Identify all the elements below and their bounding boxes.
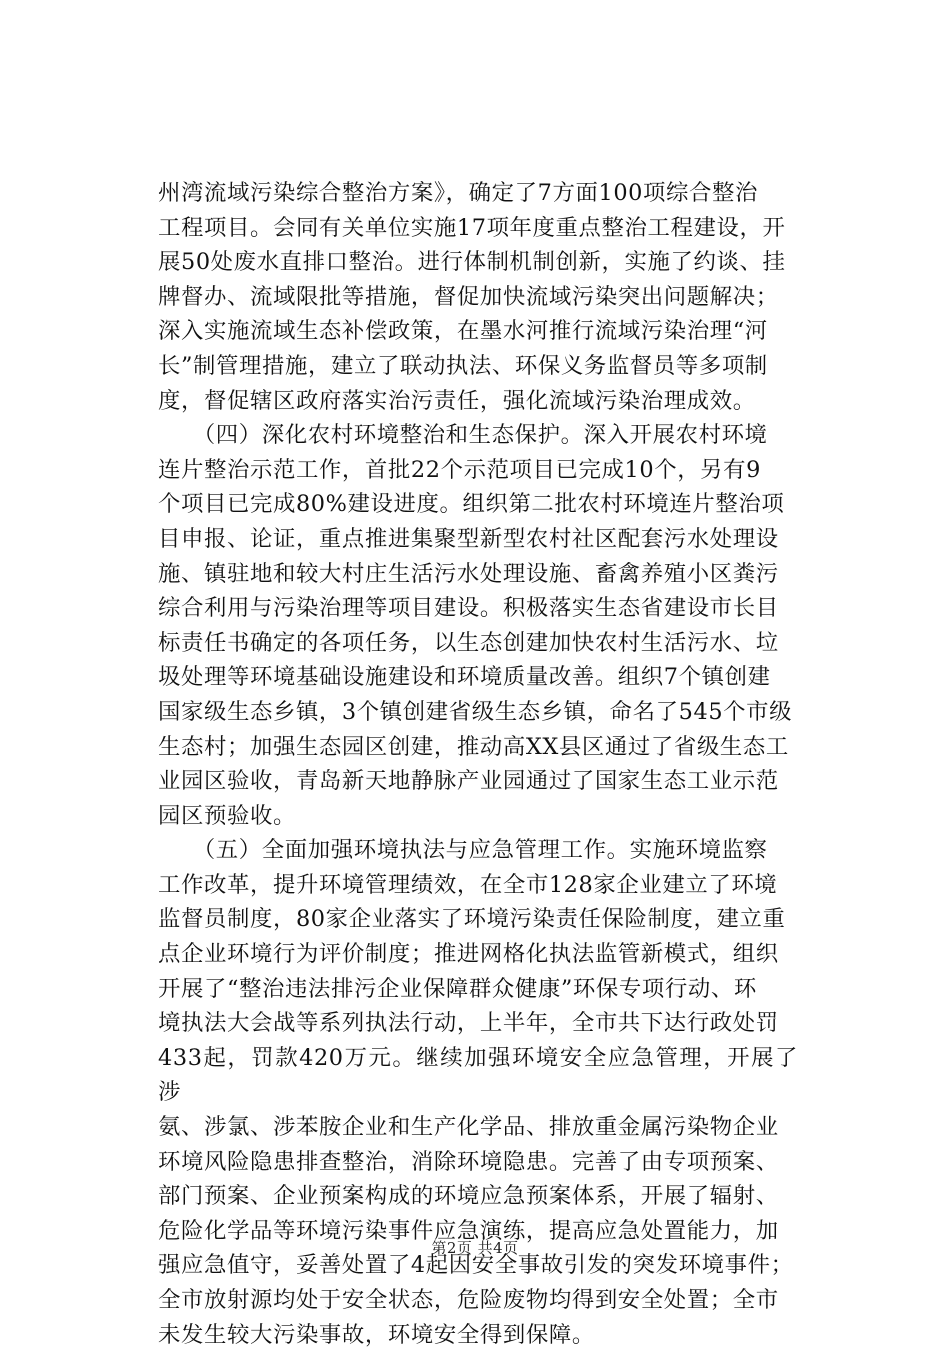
document-body	[158, 176, 798, 1352]
page-number-footer: 第2页 共4页	[431, 1239, 519, 1257]
paragraph-rural-environment: （四）深化农村环境整治和生态保护。深入开展农村环境 连片整治示范工作，首批22个示范项目已完成10个，另有9 个项目已完成80%建设进度。组织第二批农村环境连片整治项 目申报、论证，重点推进集聚型新型农村社区配套污水处理设 施、镇驻地和较大村庄生活污水处理设施、畜禽养殖小区粪污 综合利用与污染治理等项目建设。积极落实生态省建设市长目 标责任书确定的各项任务，以生态创建加快农村生活污水、垃 圾处理等环境基础设施建设和环境质量改善。组织7个镇创建 国家级生态乡镇，3个镇创建省级生态乡镇，命名了545个市级 生态村；加强生态园区创建，推动高XX县区通过了省级生态工 业园区验收，青岛新天地静脉产业园通过了国家生态工业示范 园区预验收。	[158, 422, 793, 829]
paragraph-river-basin: 州湾流域污染综合整治方案》，确定了7方面100项综合整治 工程项目。会同有关单位实施17项年度重点整治工程建设，开 展50处废水直排口整治。进行体制机制创新，实施了约谈、挂 牌督办、流域限批等措施，督促加快流域污染突出问题解决； 深入实施流域生态补偿政策，在墨水河推行流域污染治理“河 长”制管理措施，建立了联动执法、环保义务监督员等多项制 度，督促辖区政府落实治污责任，强化流域污染治理成效。	[158, 180, 786, 414]
paragraph-enforcement-emergency: （五）全面加强环境执法与应急管理工作。实施环境监察 工作改革，提升环境管理绩效，在全市128家企业建立了环境 监督员制度，80家企业落实了环境污染责任保险制度，建立重 点企业环境行为评价制度；推进网格化执法监管新模式，组织 开展了“整治违法排污企业保障群众健康”环保专项行动、环 境执法大会战等系列执法行动，上半年，全市共下达行政处罚 433起，罚款420万元。继续加强环境安全应急管理，开展了涉 氨、涉氯、涉苯胺企业和生产化学品、排放重金属污染物企业 环境风险隐患排查整治，消除环境隐患。完善了由专项预案、 部门预案、企业预案构成的环境应急预案体系，开展了辐射、 危险化学品等环境污染事件应急演练，提高应急处置能力，加 强应急值守，妥善处置了4起因安全事故引发的突发环境事件； 全市放射源均处于安全状态，危险废物均得到安全处置；全市 未发生较大污染事故，环境安全得到保障。	[158, 837, 798, 1348]
